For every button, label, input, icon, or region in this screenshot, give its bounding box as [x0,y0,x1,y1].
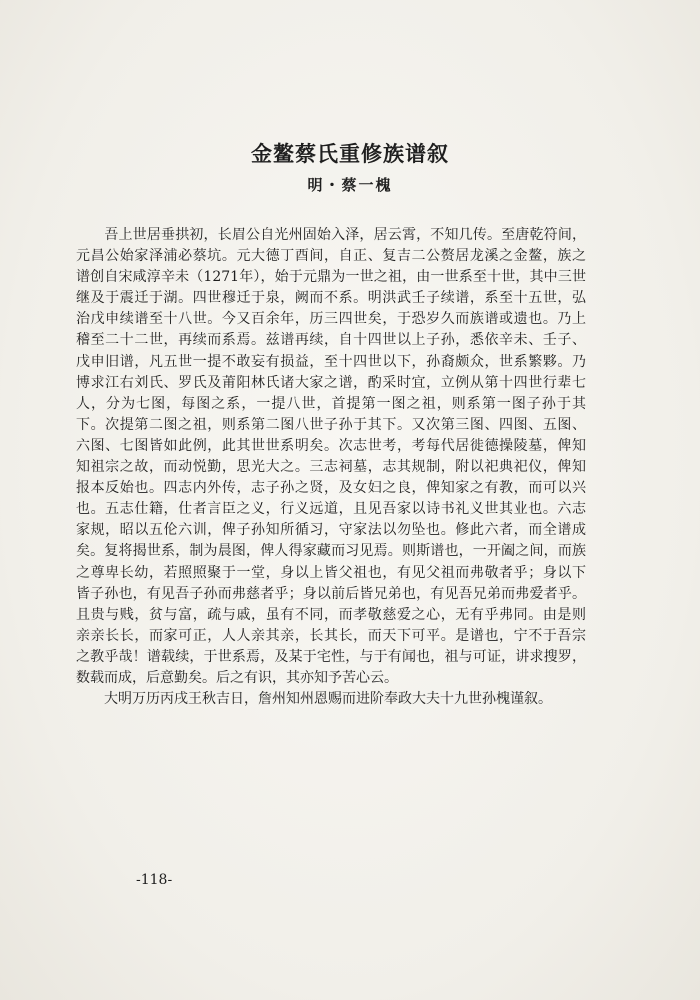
text-line: 戊申旧谱，凡五世一提不敢妄有损益，至十四世以下，孙裔颇众，世系繁夥。乃 [76,353,586,370]
text-line: 家规，昭以五伦六训，俾子孙知所循习，守家法以勿坠也。修此六者，而全谱成 [76,522,586,539]
body-text [76,225,586,710]
text-line: 下。次提第二图之祖，则系第二图八世子孙于其下。又次第三图、四图、五图、 [76,416,586,433]
text-line-signature: 大明万历丙戌王秋吉日，詹州知州恩赐而进阶奉政大夫十九世孙槐谨叙。 [76,691,552,708]
document-author: 明・蔡一槐 [307,176,393,194]
text-line: 之教乎哉！谱载续，于世系焉，及某于宅性，与于有闻也，祖与可证，讲求搜罗， [76,648,586,665]
text-line: 元昌公始家泽浦必蔡坑。元大德丁酉间，自正、复吉二公赘居龙溪之金鳌，族之 [76,248,586,265]
text-line: 六图、七图皆如此例，此其世世系明矣。次志世考，考每代居徙德操陵墓，俾知 [76,437,586,454]
text-line: 也。五志仕籍，仕者言臣之义，行义远道，且见吾家以诗书礼义世其业也。六志 [76,501,586,518]
text-line: 报本反始也。四志内外传，志子孙之贤，及女妇之良，俾知家之有教，而可以兴 [76,480,586,497]
text-line: 继及于震迁于湖。四世穆迁于泉，阙而不系。明洪武壬子续谱，系至十五世，弘 [76,290,586,307]
document-title: 金鳌蔡氏重修族谱叙 [251,141,449,166]
text-line: 之尊卑长幼，若照照聚于一堂，身以上皆父祖也，有见父祖而弗敬者乎；身以下 [76,564,586,581]
text-line: 人，分为七图，每图之系，一提八世，首提第一图之祖，则系第一图子孙于其 [76,395,586,412]
text-line: 谱创自宋咸淳辛未（1271年），始于元鼎为一世之祖，由一世系至十世，其中三世 [76,269,586,286]
text-line: 数载而成，后意勤矣。后之有识，其亦知予苦心云。 [76,669,398,686]
text-line: 博求江右刘氏、罗氏及莆阳林氏诸大家之谱，酌采时宜，立例从第十四世行辈七 [76,374,586,391]
text-line: 知祖宗之故，而动悦勤，思光大之。三志祠墓，志其规制，附以祀典祀仪，俾知 [76,459,586,476]
text-line: 稽至二十二世，再续而系焉。兹谱再续，自十四世以上子孙，悉依辛未、壬子、 [76,332,586,349]
text-line: 矣。复将揭世系，制为晨图，俾人得家藏而习见焉。则斯谱也，一开阖之间，而族 [76,543,586,560]
text-line: 且贵与贱，贫与富，疏与戚，虽有不同，而孝敬慈爱之心，无有乎弗同。由是则 [76,606,586,623]
text-line: 皆子孙也，有见吾子孙而弗慈者乎；身以前后皆兄弟也，有见吾兄弟而弗爱者乎。 [76,585,586,602]
text-line: 吾上世居垂拱初，长眉公自光州固始入泽，居云霄，不知几传。至唐乾符间， [76,227,586,243]
text-line: 亲亲长长，而家可正，人人亲其亲，长其长，而天下可平。是谱也，宁不于吾宗 [76,627,586,644]
text-line: 治戊申续谱至十八世。今又百余年，历三四世矣，于恐岁久而族谱或遗也。乃上 [76,311,586,328]
page-number: -118- [136,872,173,888]
